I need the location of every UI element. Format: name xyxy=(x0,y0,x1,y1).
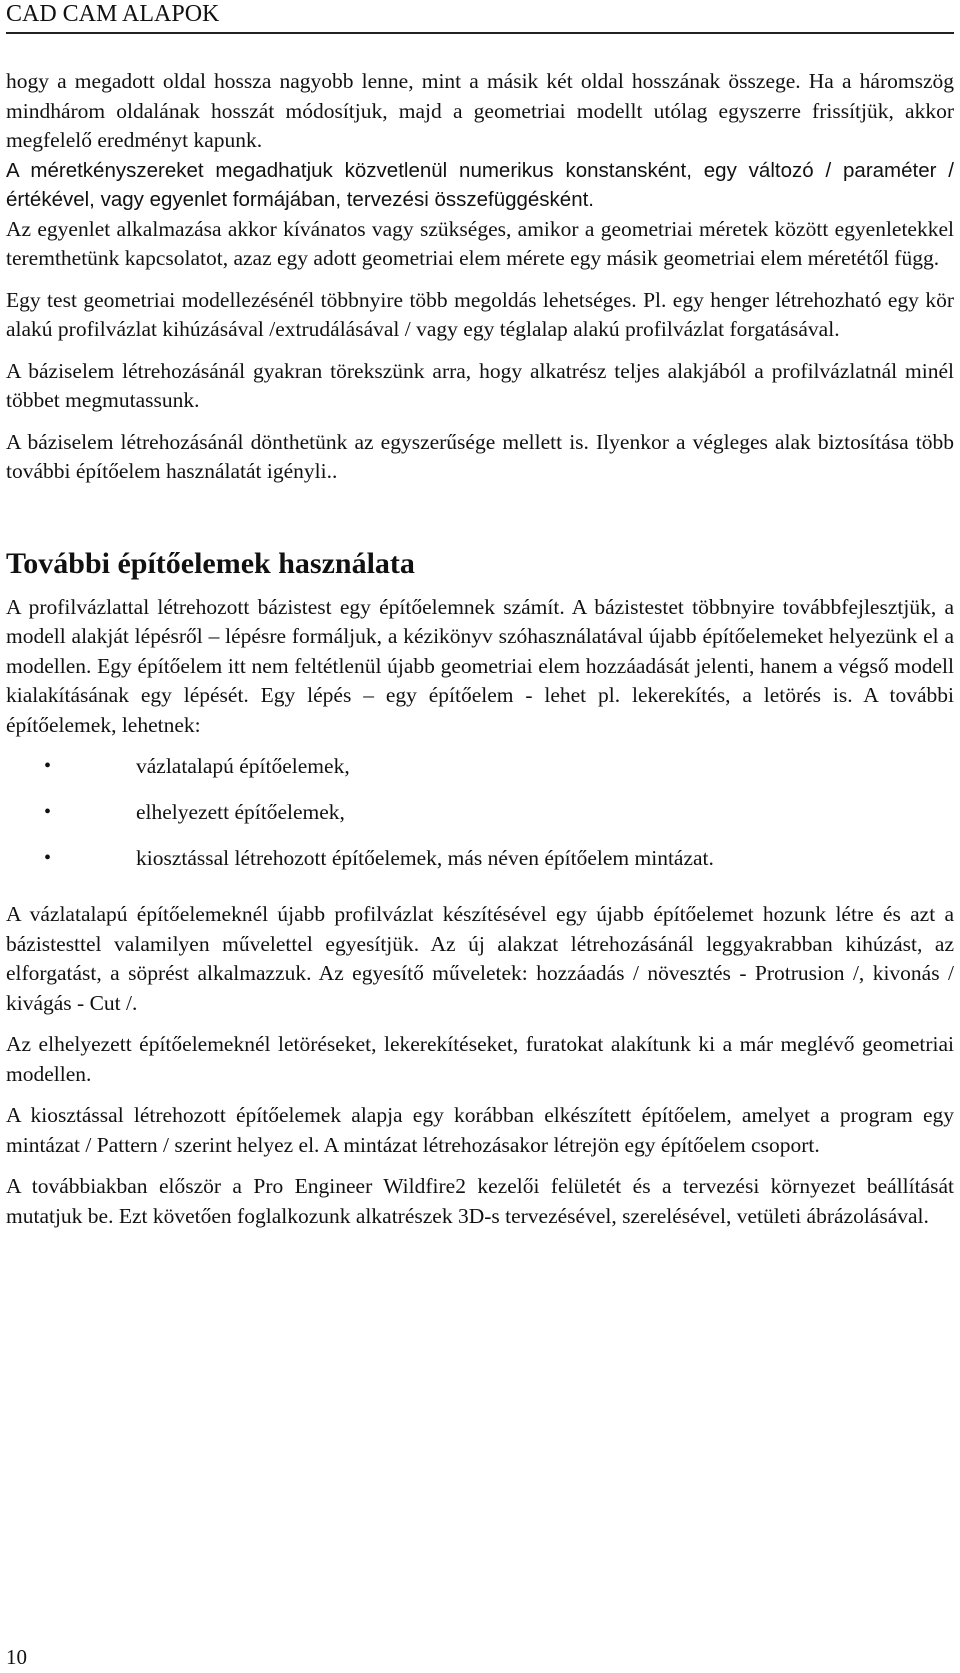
list-item xyxy=(6,752,954,798)
list-item xyxy=(6,798,954,844)
paragraph-modeling-options: Egy test geometriai modellezésénél többnyire több megoldás lehetséges. Pl. egy henger létrehozható egy kör alakú profilvázlat kihúzásával /extrudálásával / vagy egy téglalap alakú profilvázlat forgatásával. xyxy=(6,287,954,341)
page-number: 10 xyxy=(6,1645,27,1669)
bullet-icon: • xyxy=(44,847,52,869)
list-item-text: elhelyezett építőelemek, xyxy=(136,800,345,824)
list-item-text: kiosztással létrehozott építőelemek, más néven építőelem mintázat. xyxy=(136,846,714,870)
paragraph-sketch-based: A vázlatalapú építőelemeknél újabb profilvázlat készítésével egy újabb építőelemet hozunk létre és azt a bázistesttel valamilyen művelettel egyesítjük. Az új alakzat létrehozásánál leggyakrabban kihúzást, az elforgatást, a söprést alkalmazzuk. Az egyesítő műveletek: hozzáadás / növesztés - Protrusion /, kivonás / kivágás - Cut /. xyxy=(6,902,954,1015)
bullet-icon: • xyxy=(44,801,52,823)
paragraph-equations: Az egyenlet alkalmazása akkor kívánatos vagy szükséges, amikor a geometriai méretek között egyenletekkel teremthetünk kapcsolatot, azaz egy adott geometriai elem mérete egy másik geometriai elem méretétől függ. xyxy=(6,216,954,270)
list-item xyxy=(6,844,954,890)
section-heading: További építőelemek használata xyxy=(6,546,415,580)
paragraph-continuation: hogy a megadott oldal hossza nagyobb lenne, mint a másik két oldal hosszának összege. Ha a háromszög mindhárom oldalának hosszát módosítjuk, majd a geometriai modellt utólag egyszerre frissítjük, akkor megfelelő eredményt kapunk. xyxy=(6,69,954,152)
bullet-icon: • xyxy=(44,755,52,777)
paragraph-base-element-simplicity: A báziselem létrehozásánál dönthetünk az egyszerűsége mellett is. Ilyenkor a végleges alak biztosítása több további építőelem használatát igényli.. xyxy=(6,429,954,483)
running-header xyxy=(6,0,954,34)
list-item-text: vázlatalapú építőelemek, xyxy=(136,754,350,778)
page-content xyxy=(6,67,954,1231)
paragraph-dimension-constraints: A méretkényszereket megadhatjuk közvetlenül numerikus konstansként, egy változó / paraméter / értékével, vagy egyenlet formájában, tervezési összefüggésként. xyxy=(6,158,954,211)
paragraph-base-element-shape: A báziselem létrehozásánál gyakran törekszünk arra, hogy alkatrész teljes alakjából a profilvázlatnál minél többet megmutassunk. xyxy=(6,358,954,412)
paragraph-placed-features: Az elhelyezett építőelemeknél letöréseket, lekerekítéseket, furatokat alakítunk ki a már meglévő geometriai modellen. xyxy=(6,1032,954,1086)
header-title: CAD CAM ALAPOK xyxy=(6,1,220,27)
paragraph-pattern-features: A kiosztással létrehozott építőelemek alapja egy korábban elkészített építőelem, amelyet a program egy mintázat / Pattern / szerint helyez el. A mintázat létrehozásakor létrejön egy építőelem csoport. xyxy=(6,1103,954,1157)
section-intro: A profilvázlattal létrehozott bázistest egy építőelemnek számít. A bázistestet többnyire továbbfejlesztjük, a modell alakját lépésről – lépésre formáljuk, a kézikönyv szóhasználatával újabb építőelemeket helyezünk el a modellen. Egy építőelem itt nem feltétlenül újabb geometriai elem hozzáadását jelenti, hanem a végső modell kialakításának egy lépését. Egy lépés – egy építőelem - lehet pl. lekerekítés, a letörés is. A további építőelemek, lehetnek: xyxy=(6,594,954,737)
paragraph-outlook: A továbbiakban először a Pro Engineer Wildfire2 kezelői felületét és a tervezési környezet beállítását mutatjuk be. Ezt követően foglalkozunk alkatrészek 3D-s tervezésével, szerelésével, vetületi ábrázolásával. xyxy=(6,1174,954,1228)
feature-type-list xyxy=(6,752,954,890)
